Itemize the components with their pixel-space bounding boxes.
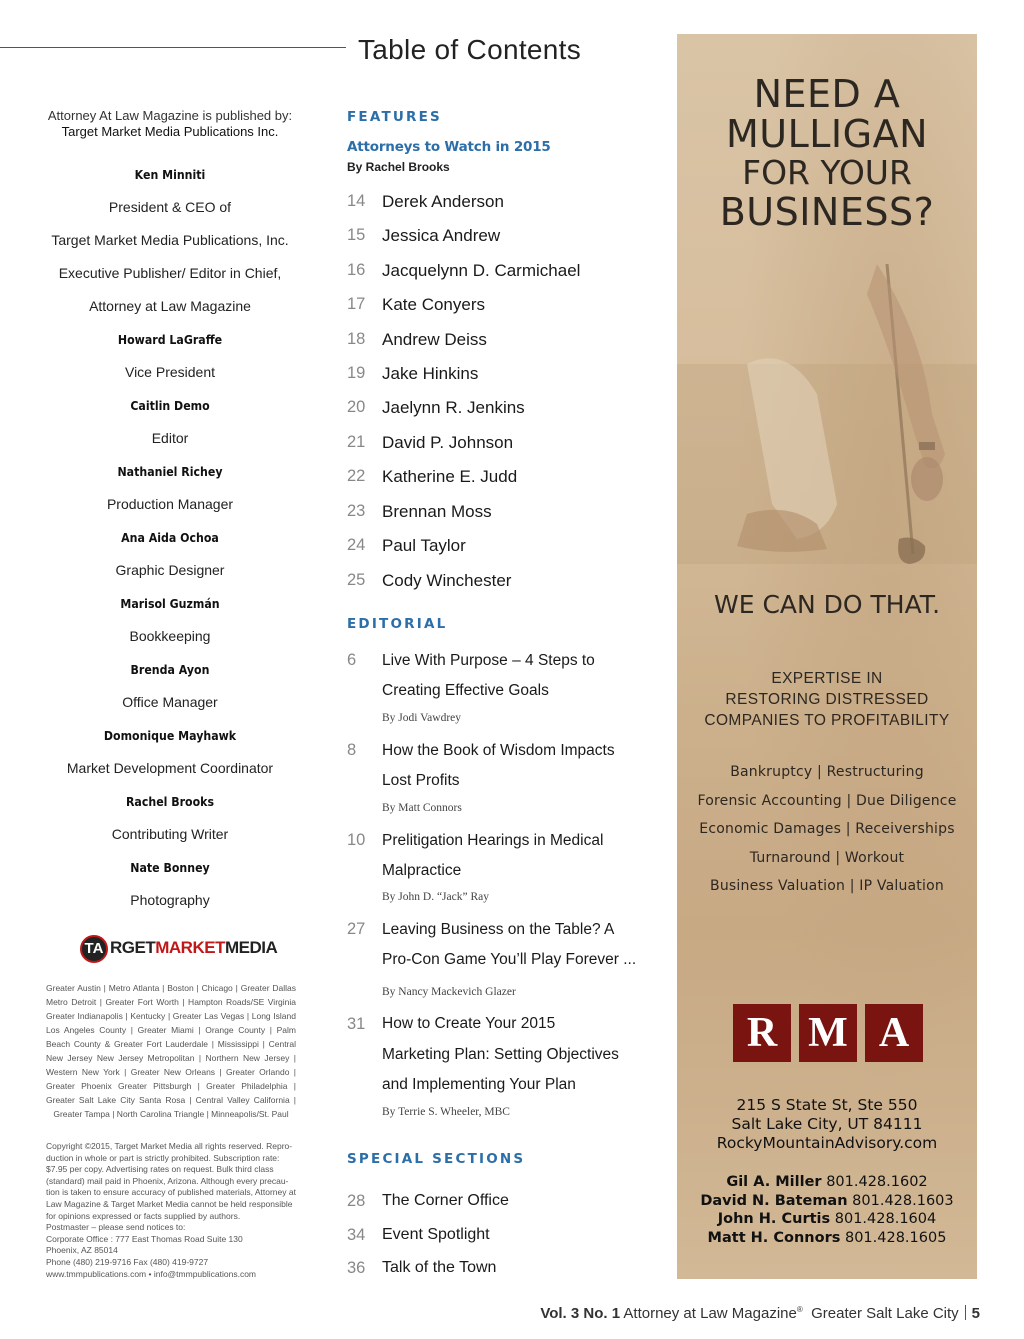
contact-line bbox=[677, 1210, 977, 1229]
ad-website-link[interactable]: RockyMountainAdvisory.com bbox=[716, 1134, 938, 1152]
footer-magazine: Attorney at Law Magazine bbox=[623, 1305, 797, 1322]
features-subtitle[interactable]: Attorneys to Watch in 2015 bbox=[347, 139, 551, 155]
address-line: Salt Lake City, UT 84111 bbox=[731, 1115, 923, 1133]
contact-line bbox=[677, 1229, 977, 1248]
ad-headline-line: MULLIGAN bbox=[725, 112, 928, 156]
staff-name: Howard LaGraffe bbox=[117, 332, 223, 347]
copyright-notice bbox=[46, 1141, 296, 1280]
address-line: 215 S State St, Ste 550 bbox=[736, 1096, 918, 1114]
expertise-line: COMPANIES TO PROFITABILITY bbox=[704, 712, 950, 729]
toc-page-number: 28 bbox=[347, 1192, 366, 1210]
copyright-line: (standard) mail paid in Phoenix, Arizona. Although every precau- bbox=[46, 1175, 289, 1186]
toc-page-number: 14 bbox=[347, 192, 366, 210]
contact-line bbox=[677, 1173, 977, 1192]
staff-role: Photography bbox=[130, 892, 210, 908]
service-line: Business Valuation | IP Valuation bbox=[710, 878, 944, 894]
contact-phone: 801.428.1605 bbox=[844, 1229, 947, 1246]
staff-role: Target Market Media Publications, Inc. bbox=[51, 232, 289, 248]
toc-title-line: Leaving Business on the Table? A bbox=[382, 921, 615, 938]
copyright-line: Corporate Office : 777 East Thomas Road Suite 130 bbox=[46, 1233, 243, 1244]
toc-title: Paul Taylor bbox=[382, 536, 466, 555]
service-line: Economic Damages | Receiverships bbox=[699, 821, 955, 837]
staff-role: Office Manager bbox=[122, 694, 218, 710]
toc-title-line: Malpractice bbox=[382, 862, 462, 879]
toc-page-number: 6 bbox=[347, 651, 357, 669]
contact-name: Gil A. Miller bbox=[726, 1174, 822, 1190]
toc-page-number: 17 bbox=[347, 295, 366, 313]
toc-title: Talk of the Town bbox=[382, 1259, 497, 1276]
editorial-heading: EDITORIAL bbox=[347, 616, 448, 632]
toc-page-number: 23 bbox=[347, 502, 366, 520]
service-line: Forensic Accounting | Due Diligence bbox=[697, 792, 957, 809]
footer-trademark: ® bbox=[796, 1305, 803, 1314]
toc-page-number: 36 bbox=[347, 1259, 366, 1277]
toc-title: Jessica Andrew bbox=[382, 226, 501, 245]
expertise-line: RESTORING DISTRESSED bbox=[725, 691, 929, 708]
staff-role: Vice President bbox=[124, 364, 215, 380]
staff-role: Bookkeeping bbox=[129, 628, 211, 644]
toc-title-line: Marketing Plan: Setting Objectives bbox=[382, 1046, 619, 1063]
ad-headline-line: FOR YOUR bbox=[742, 153, 912, 192]
contact-name: David N. Bateman bbox=[700, 1192, 848, 1209]
toc-title: Brennan Moss bbox=[382, 502, 492, 521]
toc-title: Event Spotlight bbox=[382, 1226, 490, 1243]
features-byline: By Rachel Brooks bbox=[347, 160, 450, 174]
copyright-line: duction in whole or part is strictly prohibited. Subscription rate: bbox=[46, 1152, 280, 1163]
publisher-name: Target Market Media Publications Inc. bbox=[61, 124, 279, 139]
toc-title-line: Pro-Con Game You’ll Play Forever ... bbox=[382, 951, 637, 968]
toc-title-line: Lost Profits bbox=[382, 772, 460, 789]
logo-part-2: MARKET bbox=[155, 938, 225, 957]
contact-phone: 801.428.1602 bbox=[826, 1174, 928, 1190]
toc-page-number: 24 bbox=[347, 536, 366, 554]
staff-name: Caitlin Demo bbox=[130, 398, 210, 413]
logo-part-3: MEDIA bbox=[224, 938, 278, 957]
contact-name: John H. Curtis bbox=[717, 1211, 831, 1227]
markets-list: Greater Austin | Metro Atlanta | Boston | Chicago | Greater Dallas Metro Detroit | Greater Fort Worth | Hampton Roads/SE Virginia Greater Indianapolis | Kentucky | Greater Las Vegas | Long Island Los Angeles County | Greater Miami | Orange County | Palm Beach County & Greater Fort Lauderdale | Mississippi | Central New Jersey New Jersey Metropolitan | Northern New Jersey | Western New York | Greater New Orleans | Greater Orlando | Greater Phoenix Greater Pittsburgh | Greater Philadelphia | Greater Salt Lake City Santa Rosa | Central Valley California | Greater Tampa | North Carolina Triangle | Minneapolis/St. Paul bbox=[46, 983, 296, 1119]
footer-page-number: 5 bbox=[971, 1305, 980, 1322]
staff-name: Domonique Mayhawk bbox=[103, 728, 237, 743]
contact-name: Matt H. Connors bbox=[707, 1229, 841, 1246]
toc-byline: By Matt Connors bbox=[382, 802, 462, 814]
staff-role: Editor bbox=[151, 430, 189, 446]
staff-role: Graphic Designer bbox=[115, 562, 225, 578]
toc-page-number: 21 bbox=[347, 433, 366, 451]
staff-name: Marisol Guzmán bbox=[120, 596, 220, 611]
toc-title: Jake Hinkins bbox=[382, 364, 479, 383]
toc-byline: By Nancy Mackevich Glazer bbox=[382, 986, 516, 998]
toc-page-number: 18 bbox=[347, 330, 366, 348]
footer-volume: Vol. 3 No. 1 bbox=[540, 1305, 621, 1322]
toc-title-line: Prelitigation Hearings in Medical bbox=[382, 832, 604, 849]
toc-title: Katherine E. Judd bbox=[382, 467, 518, 486]
logo-circle: TA bbox=[80, 935, 108, 963]
staff-name: Nate Bonney bbox=[130, 860, 210, 875]
toc-title: Jaelynn R. Jenkins bbox=[382, 398, 525, 417]
toc-title-line: Live With Purpose – 4 Steps to bbox=[382, 652, 595, 669]
toc-title: Andrew Deiss bbox=[382, 330, 487, 349]
page-title: Table of Contents bbox=[358, 34, 582, 65]
toc-title-line: How to Create Your 2015 bbox=[382, 1015, 556, 1032]
toc-page-number: 34 bbox=[347, 1226, 366, 1244]
logo-part-1: RGET bbox=[110, 938, 156, 957]
toc-title: Derek Anderson bbox=[382, 192, 504, 211]
toc-title: Kate Conyers bbox=[382, 295, 485, 314]
toc-page-number: 22 bbox=[347, 467, 366, 485]
ad-services-list bbox=[677, 758, 977, 901]
footer-edition: Greater Salt Lake City bbox=[811, 1305, 959, 1322]
target-market-media-logo bbox=[80, 935, 278, 965]
toc-title: The Corner Office bbox=[382, 1192, 509, 1209]
special-sections-heading: SPECIAL SECTIONS bbox=[347, 1151, 526, 1167]
toc-title-line: Creating Effective Goals bbox=[382, 682, 549, 699]
footer-divider bbox=[965, 1305, 966, 1320]
page-footer bbox=[540, 1305, 980, 1322]
ad-tagline: WE CAN DO THAT. bbox=[713, 590, 941, 619]
expertise-line: EXPERTISE IN bbox=[771, 670, 883, 687]
header-rule bbox=[0, 47, 346, 48]
staff-role: Attorney at Law Magazine bbox=[89, 298, 251, 314]
toc-page-number: 25 bbox=[347, 571, 366, 589]
contact-phone: 801.428.1604 bbox=[834, 1211, 937, 1227]
copyright-line: Copyright ©2015, Target Market Media all rights reserved. Repro- bbox=[46, 1141, 293, 1151]
toc-byline: By Jodi Vawdrey bbox=[382, 712, 462, 724]
contact-phone: 801.428.1603 bbox=[852, 1192, 954, 1209]
ad-headline-line: BUSINESS? bbox=[719, 190, 935, 234]
copyright-line: Postmaster – please send notices to: bbox=[46, 1222, 186, 1233]
rma-logo-letter: M bbox=[799, 1004, 857, 1062]
copyright-line: Phone (480) 219-9716 Fax (480) 419-9727 bbox=[46, 1256, 209, 1267]
copyright-line: tion is taken to ensure accuracy of published materials, Attorney at bbox=[46, 1187, 296, 1198]
staff-role: Contributing Writer bbox=[111, 826, 229, 842]
staff-name: Ken Minniti bbox=[134, 167, 206, 182]
toc-title: Jacquelynn D. Carmichael bbox=[382, 261, 581, 280]
ad-expertise bbox=[677, 668, 977, 731]
rma-logo-letter: R bbox=[733, 1004, 791, 1062]
copyright-line: Law Magazine & Target Market Media cannot be held responsible bbox=[46, 1198, 293, 1209]
toc-title-line: How the Book of Wisdom Impacts bbox=[382, 742, 615, 759]
service-line: Turnaround | Workout bbox=[749, 849, 905, 866]
toc-page-number: 8 bbox=[347, 741, 357, 759]
toc-byline: By Terrie S. Wheeler, MBC bbox=[382, 1106, 510, 1118]
toc-page-number: 19 bbox=[347, 364, 366, 382]
masthead bbox=[40, 108, 300, 917]
features-heading: FEATURES bbox=[347, 109, 442, 125]
staff-role: Production Manager bbox=[106, 496, 234, 512]
staff-role: Market Development Coordinator bbox=[66, 760, 274, 776]
contact-line bbox=[677, 1192, 977, 1211]
logo-wordmark bbox=[110, 938, 277, 958]
rma-logo bbox=[733, 1004, 923, 1062]
staff-name: Brenda Ayon bbox=[130, 662, 210, 677]
toc-title: David P. Johnson bbox=[382, 433, 514, 452]
ad-headline-line: NEED A bbox=[753, 72, 901, 116]
rma-logo-letter: A bbox=[865, 1004, 923, 1062]
toc-page-number: 27 bbox=[347, 920, 366, 938]
staff-name: Ana Aida Ochoa bbox=[121, 530, 219, 545]
toc-page-number: 15 bbox=[347, 226, 366, 244]
ad-contacts bbox=[677, 1173, 977, 1247]
publisher-intro: Attorney At Law Magazine is published by: bbox=[47, 108, 293, 123]
staff-role: President & CEO of bbox=[108, 199, 232, 215]
ad-headline bbox=[677, 74, 977, 232]
service-line: Bankruptcy | Restructuring bbox=[730, 764, 924, 780]
copyright-line: $7.95 per copy. Advertising rates on request. Bulk third class bbox=[46, 1164, 274, 1175]
copyright-line: Phoenix, AZ 85014 bbox=[46, 1245, 118, 1256]
staff-name: Rachel Brooks bbox=[125, 794, 215, 809]
toc-byline: By John D. “Jack” Ray bbox=[382, 891, 489, 903]
ad-address bbox=[677, 1096, 977, 1153]
staff-name: Nathaniel Richey bbox=[117, 464, 223, 479]
toc-page-number: 10 bbox=[347, 831, 366, 849]
staff-role: Executive Publisher/ Editor in Chief, bbox=[58, 265, 282, 281]
toc-title: Cody Winchester bbox=[382, 571, 512, 590]
toc-title-line: and Implementing Your Plan bbox=[382, 1076, 576, 1093]
toc-page-number: 20 bbox=[347, 398, 366, 416]
copyright-line: www.tmmpublications.com • info@tmmpublications.com bbox=[46, 1268, 257, 1279]
staff-list bbox=[40, 158, 300, 917]
rma-advertisement[interactable] bbox=[677, 34, 977, 1279]
toc-page-number: 31 bbox=[347, 1015, 366, 1033]
toc-page-number: 16 bbox=[347, 261, 366, 279]
copyright-line: for opinions expressed or facts supplied by authors. bbox=[46, 1210, 241, 1221]
